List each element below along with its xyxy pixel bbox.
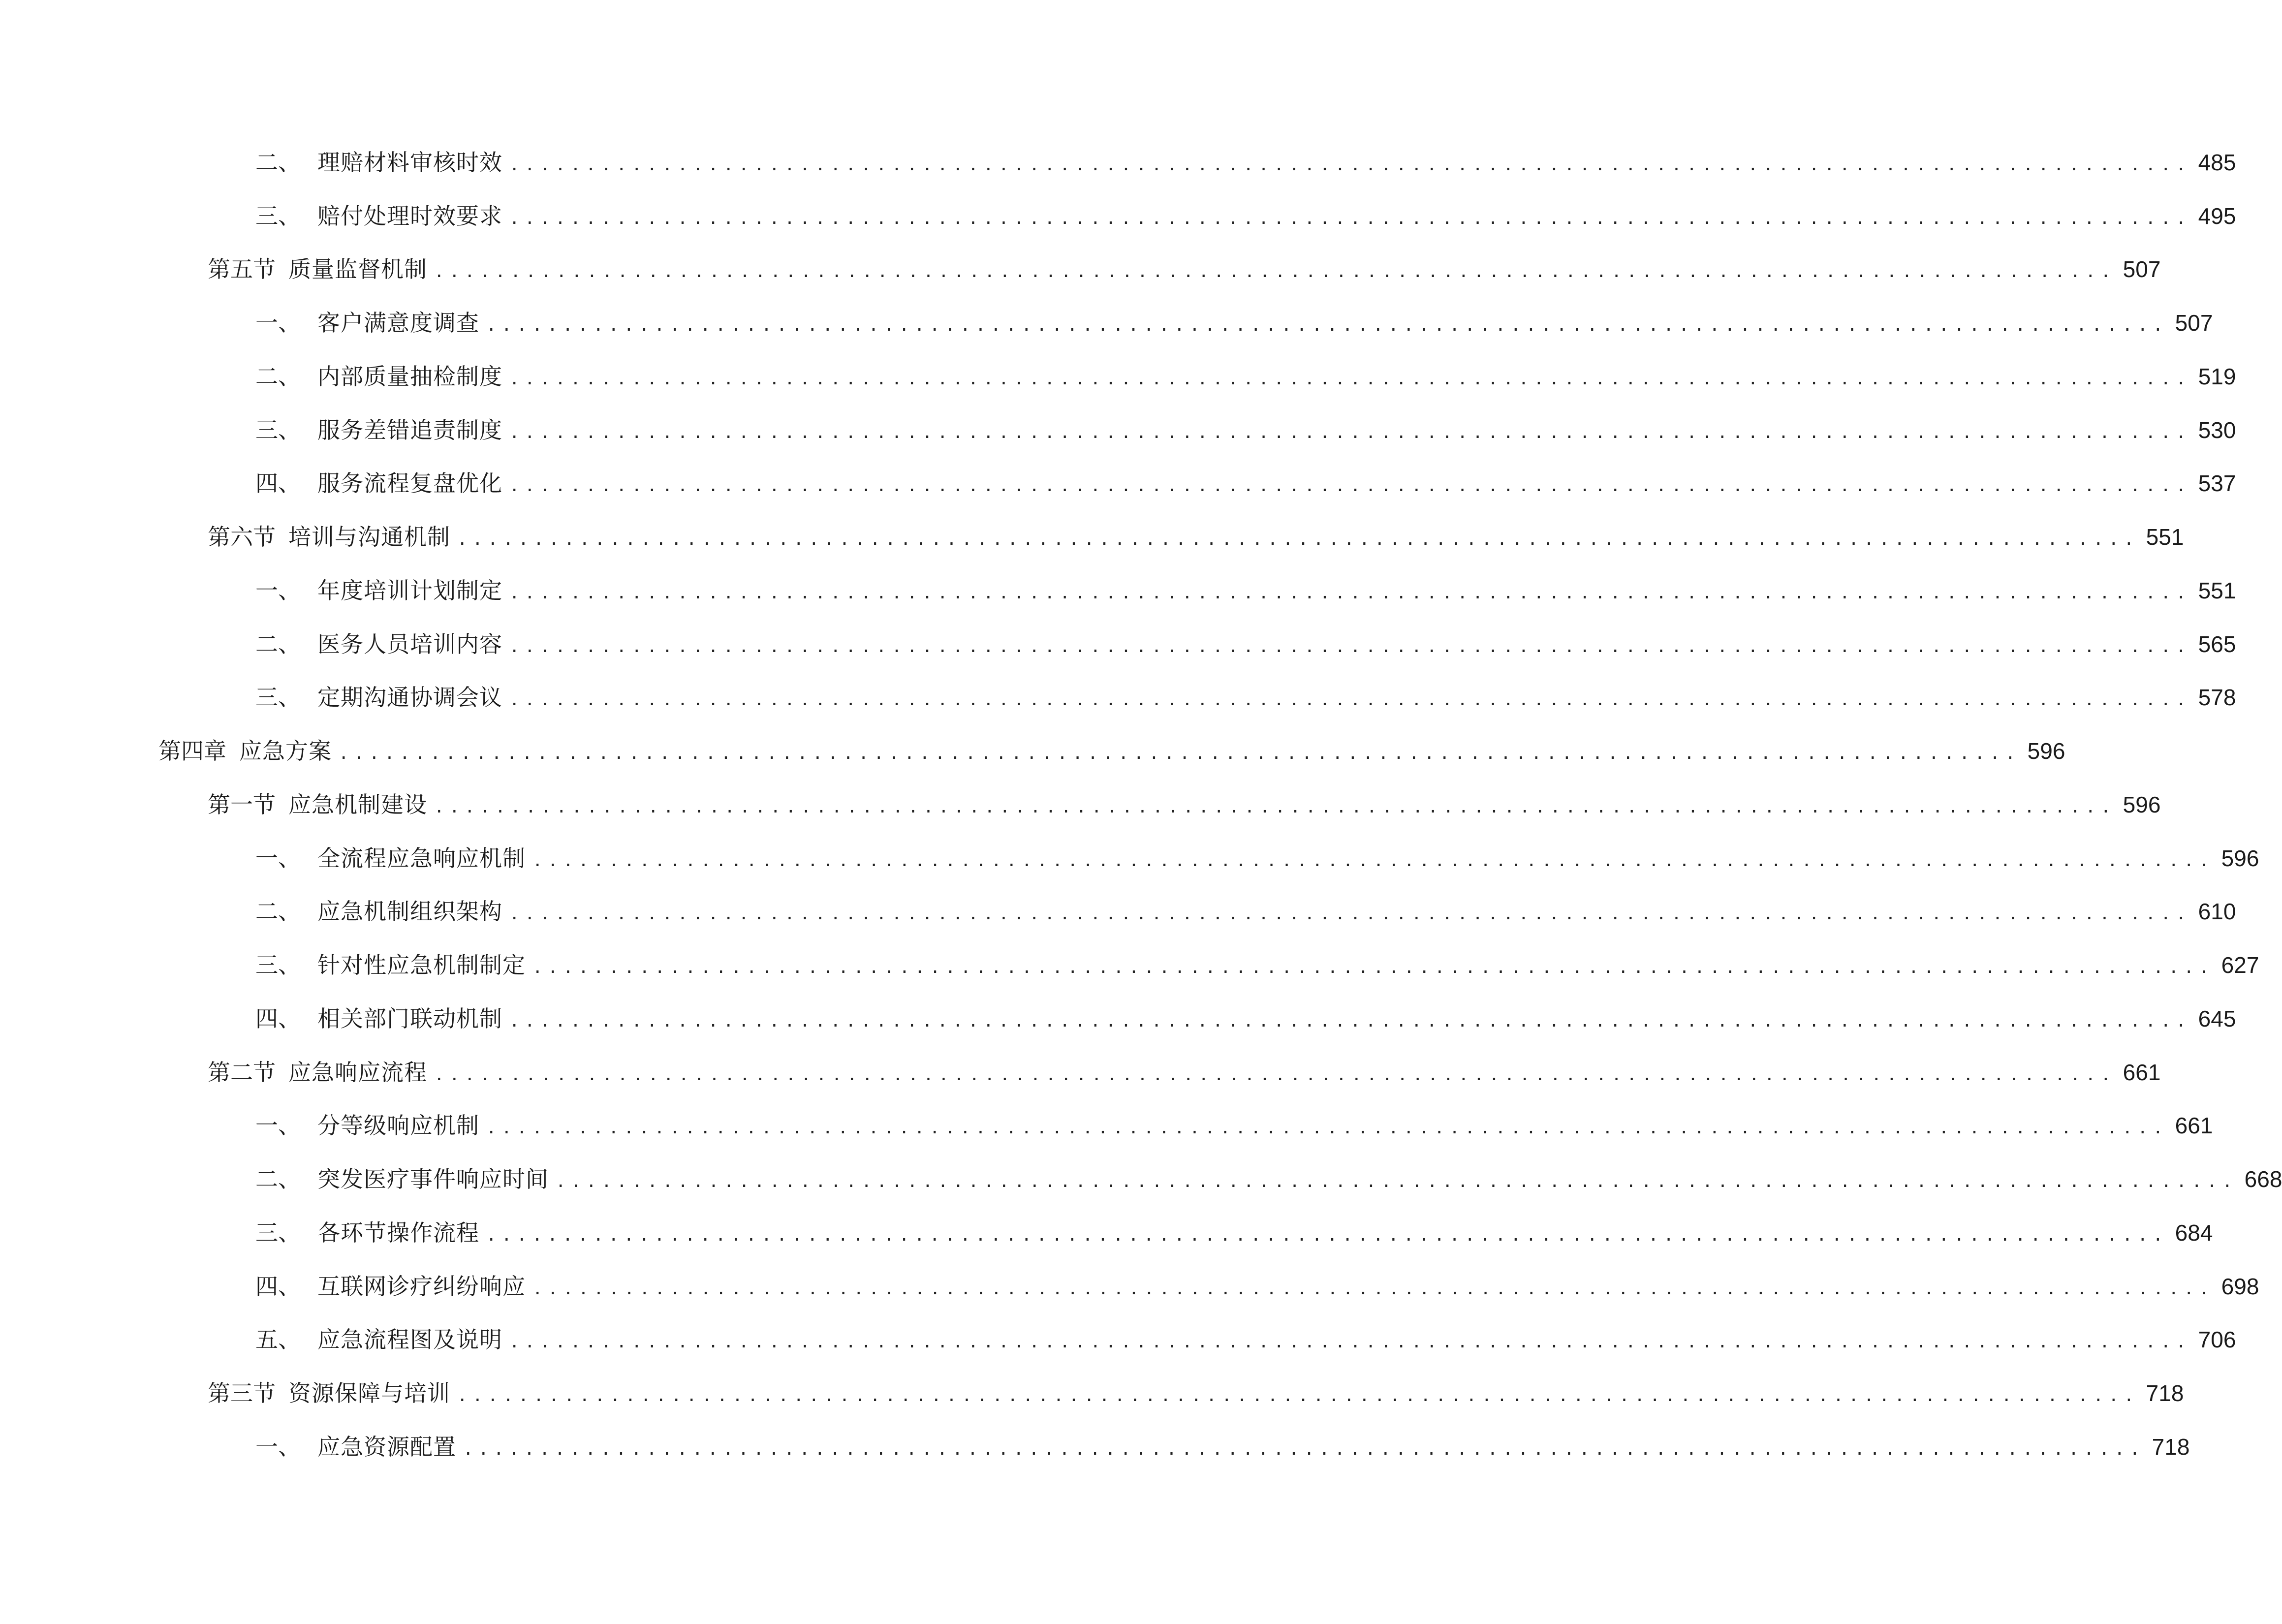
toc-entry-title: 应急资源配置 [317, 1434, 456, 1460]
toc-entry-item[interactable] [255, 948, 2259, 982]
dot-leader: .............................................................................................................. [434, 262, 2116, 281]
toc-entry-title: 全流程应急响应机制 [317, 845, 526, 872]
toc-entry-number: 三、 [255, 417, 301, 443]
toc-entry-title: 内部质量抽检制度 [317, 363, 502, 390]
dot-leader: .............................................................................................................. [509, 1011, 2191, 1031]
toc-page-number: 668 [2244, 1166, 2282, 1192]
toc-entry-title: 应急机制建设 [288, 791, 427, 818]
dot-leader: .............................................................................................................. [434, 797, 2116, 817]
toc-page-number: 706 [2198, 1327, 2236, 1352]
toc-page-number: 495 [2198, 203, 2236, 229]
toc-entry-item[interactable] [255, 1430, 2190, 1464]
dot-leader: .............................................................................................................. [486, 315, 2168, 335]
dot-leader: .............................................................................................................. [556, 1172, 2238, 1191]
toc-entry-number: 三、 [255, 952, 301, 978]
toc-entry-number: 一、 [255, 310, 301, 336]
dot-leader: .............................................................................................................. [434, 1065, 2116, 1085]
toc-page-number: 718 [2152, 1434, 2190, 1460]
toc-entry-item[interactable] [255, 1216, 2213, 1250]
dot-leader: .............................................................................................................. [532, 958, 2215, 977]
dot-leader: .............................................................................................................. [509, 583, 2191, 603]
toc-entry-chapter[interactable] [158, 734, 2065, 768]
toc-entry-number: 四、 [255, 1005, 301, 1032]
toc-entry-number: 三、 [255, 203, 301, 229]
toc-entry-section[interactable] [208, 1055, 2161, 1090]
toc-entry-title: 应急方案 [239, 738, 332, 764]
toc-entry-number: 一、 [255, 845, 301, 872]
toc-entry-number: 第二节 [208, 1059, 276, 1086]
toc-entry-number: 第三节 [208, 1380, 276, 1406]
toc-entry-section[interactable] [208, 1376, 2184, 1410]
toc-page-number: 507 [2123, 256, 2161, 282]
toc-entry-item[interactable] [255, 1322, 2236, 1357]
toc-entry-item[interactable] [255, 680, 2236, 715]
dot-leader: .............................................................................................................. [457, 1386, 2139, 1405]
toc-entry-number: 五、 [255, 1326, 301, 1353]
toc-entry-title: 突发医疗事件响应时间 [317, 1166, 549, 1192]
toc-page-number: 684 [2175, 1220, 2213, 1246]
dot-leader: .............................................................................................................. [339, 744, 2021, 763]
toc-entry-number: 二、 [255, 1166, 301, 1192]
toc-entry-title: 应急流程图及说明 [317, 1326, 502, 1353]
toc-entry-title: 质量监督机制 [288, 256, 427, 282]
toc-entry-title: 互联网诊疗纠纷响应 [317, 1273, 526, 1300]
toc-entry-item[interactable] [255, 1162, 2282, 1196]
toc-page-number: 610 [2198, 899, 2236, 924]
toc-entry-title: 服务差错追责制度 [317, 417, 502, 443]
toc-entry-item[interactable] [255, 359, 2236, 394]
toc-entry-number: 第四章 [158, 738, 226, 764]
toc-entry-title: 资源保障与培训 [288, 1380, 450, 1406]
toc-page-number: 578 [2198, 685, 2236, 710]
dot-leader: .............................................................................................................. [509, 476, 2191, 496]
toc-entry-item[interactable] [255, 466, 2236, 500]
toc-page-number: 537 [2198, 470, 2236, 496]
toc-entry-title: 培训与沟通机制 [288, 524, 450, 550]
toc-entry-number: 三、 [255, 1219, 301, 1246]
dot-leader: .............................................................................................................. [509, 690, 2191, 710]
toc-entry-number: 一、 [255, 1112, 301, 1139]
dot-leader: .............................................................................................................. [509, 904, 2191, 924]
toc-page-number: 596 [2027, 738, 2065, 764]
dot-leader: .............................................................................................................. [509, 209, 2191, 228]
toc-page-number: 627 [2221, 952, 2259, 978]
dot-leader: .............................................................................................................. [486, 1225, 2168, 1245]
toc-entry-item[interactable] [255, 413, 2236, 447]
toc-page-number: 596 [2221, 845, 2259, 871]
toc-entry-item[interactable] [255, 306, 2213, 340]
toc-entry-title: 应急机制组织架构 [317, 898, 502, 925]
toc-entry-title: 年度培训计划制定 [317, 577, 502, 604]
toc-page-number: 551 [2198, 578, 2236, 603]
toc-entry-section[interactable] [208, 787, 2161, 822]
dot-leader: .............................................................................................................. [509, 637, 2191, 656]
dot-leader: .............................................................................................................. [509, 1332, 2191, 1352]
toc-entry-item[interactable] [255, 627, 2236, 661]
toc-entry-number: 一、 [255, 1434, 301, 1460]
dot-leader: .............................................................................................................. [486, 1118, 2168, 1138]
toc-entry-title: 应急响应流程 [288, 1059, 427, 1086]
dot-leader: .............................................................................................................. [532, 1279, 2215, 1299]
toc-entry-title: 定期沟通协调会议 [317, 684, 502, 711]
toc-entry-item[interactable] [255, 1001, 2236, 1036]
toc-page-number: 507 [2175, 310, 2213, 336]
toc-entry-number: 第一节 [208, 791, 276, 818]
toc-entry-number: 三、 [255, 684, 301, 711]
dot-leader: .............................................................................................................. [532, 851, 2215, 871]
toc-entry-title: 针对性应急机制制定 [317, 952, 526, 978]
toc-page-number: 565 [2198, 631, 2236, 657]
toc-entry-number: 四、 [255, 470, 301, 497]
toc-entry-number: 二、 [255, 363, 301, 390]
toc-page-number: 661 [2175, 1113, 2213, 1138]
toc-entry-item[interactable] [255, 1269, 2259, 1304]
toc-entry-number: 二、 [255, 898, 301, 925]
toc-entry-title: 赔付处理时效要求 [317, 203, 502, 229]
toc-page-number: 645 [2198, 1006, 2236, 1031]
toc-entry-title: 分等级响应机制 [317, 1112, 479, 1139]
toc-entry-number: 二、 [255, 631, 301, 657]
toc-entry-number: 二、 [255, 149, 301, 176]
dot-leader: .............................................................................................................. [509, 423, 2191, 442]
toc-entry-title: 相关部门联动机制 [317, 1005, 502, 1032]
toc-entry-title: 服务流程复盘优化 [317, 470, 502, 497]
dot-leader: .............................................................................................................. [463, 1439, 2145, 1459]
toc-page-number: 698 [2221, 1274, 2259, 1299]
toc-entry-title: 医务人员培训内容 [317, 631, 502, 657]
toc-entry-section[interactable] [208, 520, 2184, 554]
toc-page-number: 718 [2146, 1380, 2184, 1406]
toc-entry-item[interactable] [255, 573, 2236, 608]
toc-entry-title: 各环节操作流程 [317, 1219, 479, 1246]
toc-entry-section[interactable] [208, 252, 2161, 286]
toc-entry-title: 客户满意度调查 [317, 310, 479, 336]
toc-entry-number: 第五节 [208, 256, 276, 282]
toc-entry-number: 一、 [255, 577, 301, 604]
toc-page-number: 551 [2146, 524, 2184, 550]
toc-entry-number: 第六节 [208, 524, 276, 550]
toc-entry-item[interactable] [255, 841, 2259, 875]
toc-entry-item[interactable] [255, 894, 2236, 929]
toc-page-number: 519 [2198, 364, 2236, 389]
dot-leader: .............................................................................................................. [509, 369, 2191, 389]
toc-entry-title: 理赔材料审核时效 [317, 149, 502, 176]
toc-page-number: 661 [2123, 1060, 2161, 1085]
toc-entry-item[interactable] [255, 145, 2236, 180]
toc-page-number: 530 [2198, 417, 2236, 443]
dot-leader: .............................................................................................................. [509, 155, 2191, 175]
toc-page-number: 596 [2123, 792, 2161, 817]
toc-entry-item[interactable] [255, 1108, 2213, 1143]
toc-entry-number: 四、 [255, 1273, 301, 1300]
toc-entry-item[interactable] [255, 199, 2236, 233]
toc-page-number: 485 [2198, 150, 2236, 175]
dot-leader: .............................................................................................................. [457, 530, 2139, 549]
